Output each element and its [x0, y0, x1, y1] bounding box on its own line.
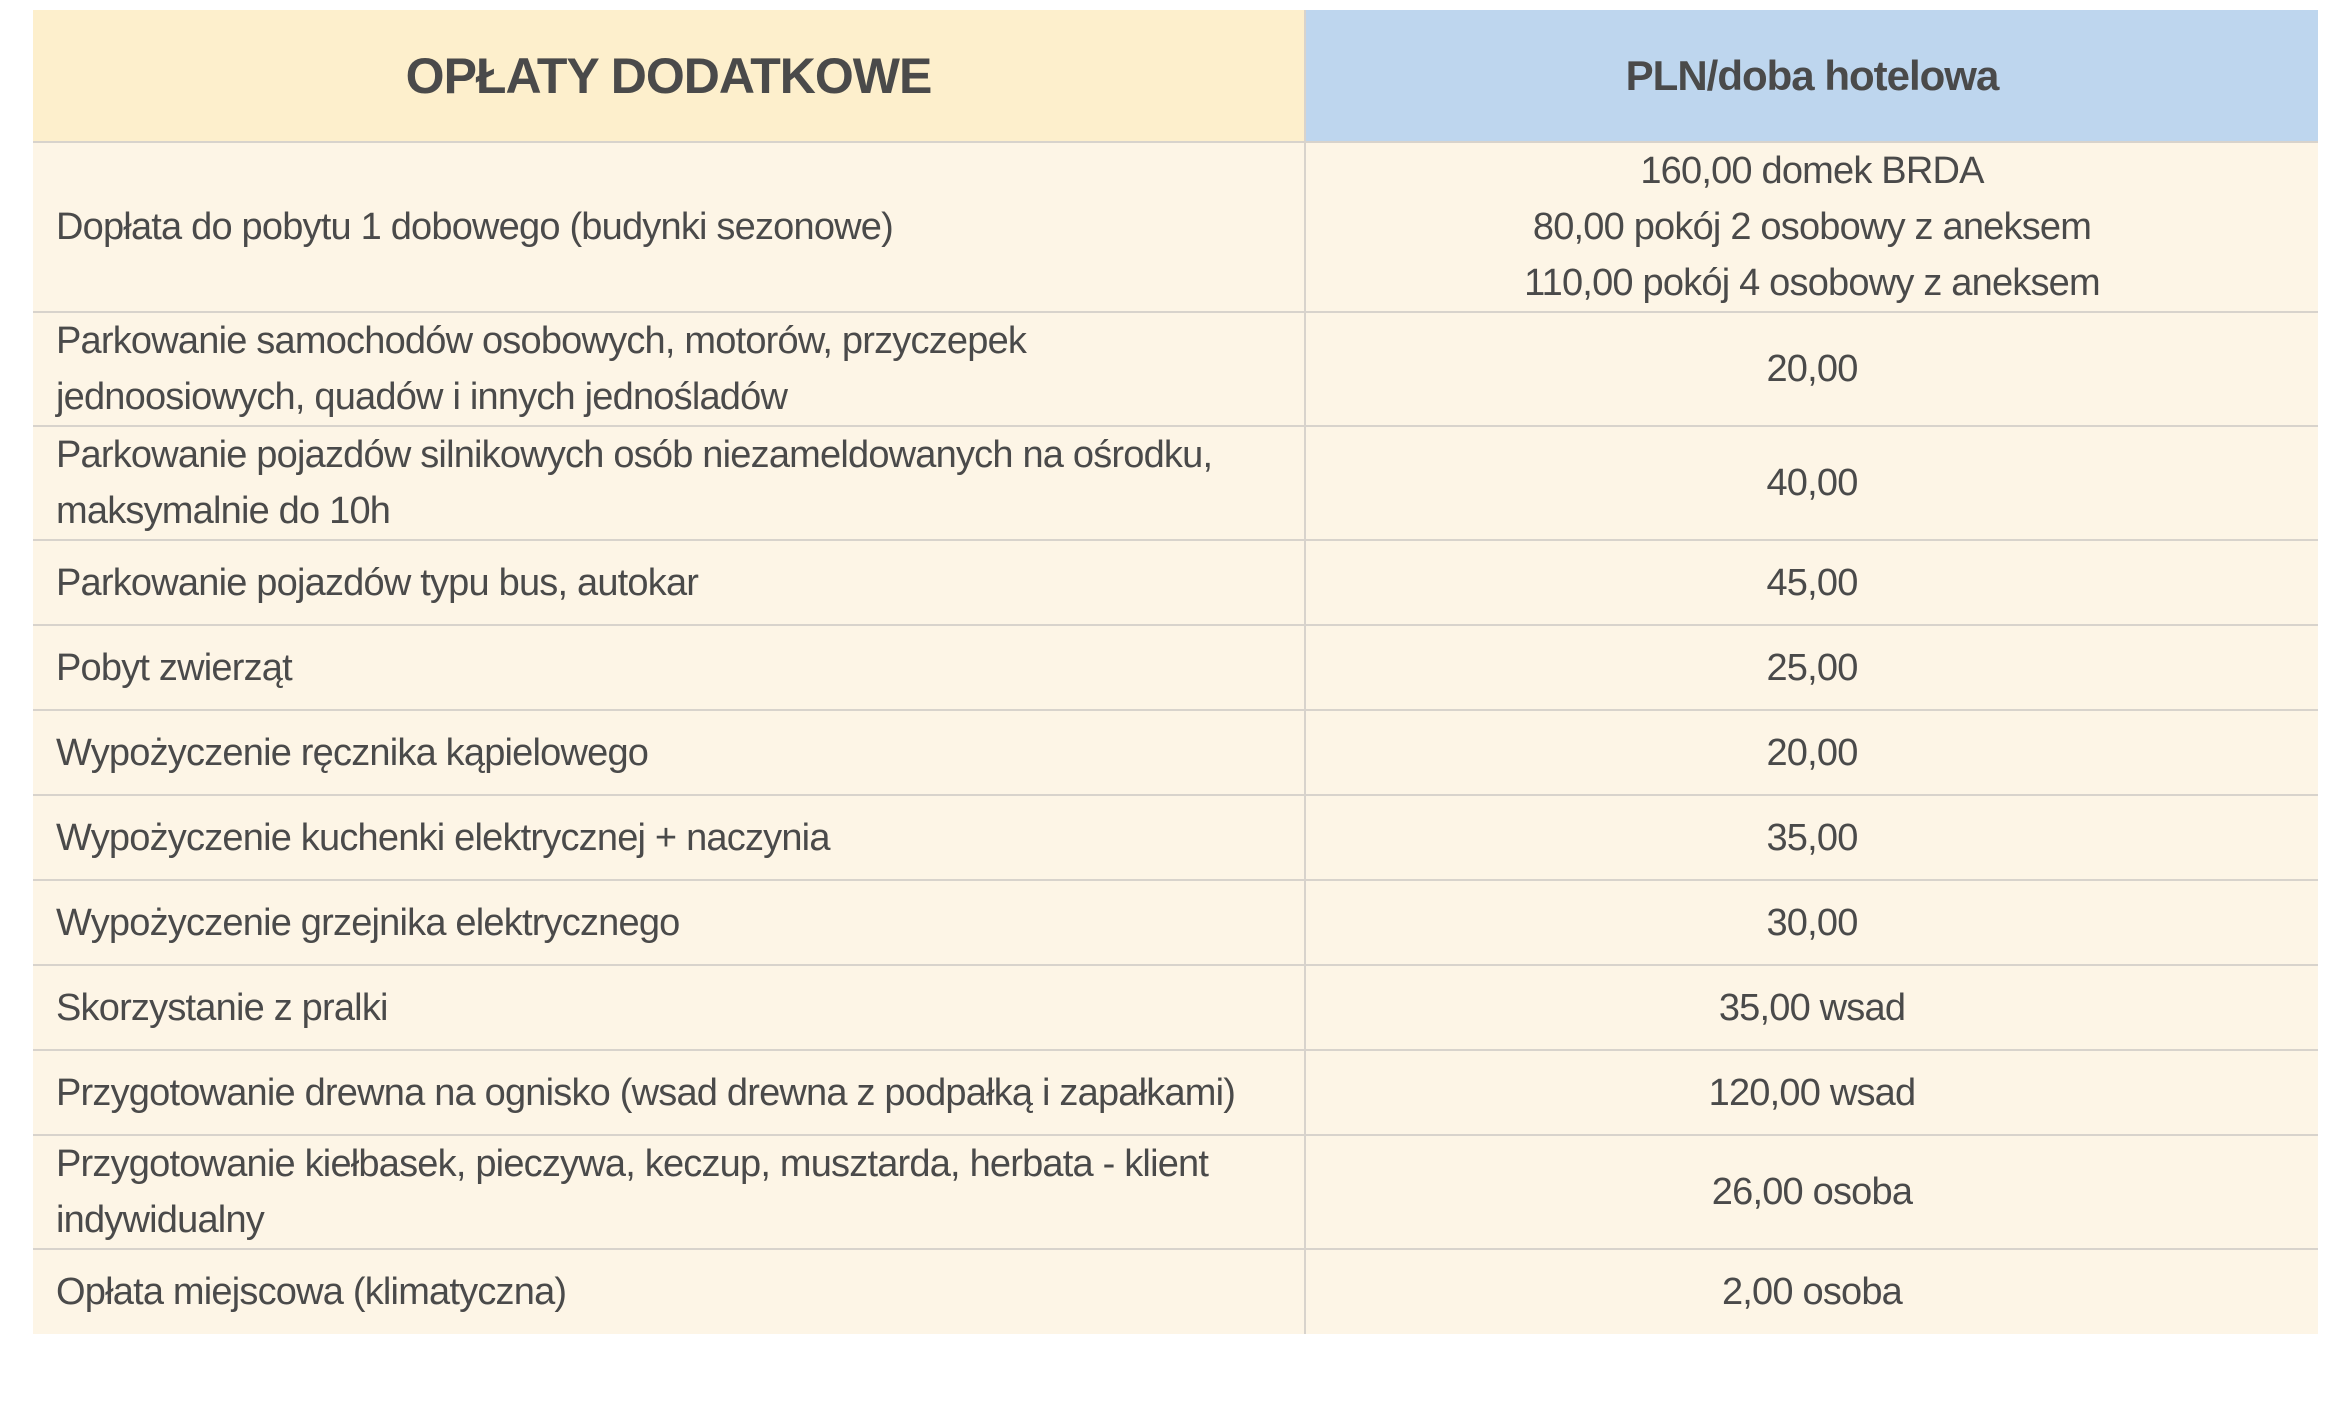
fee-name-line: Parkowanie pojazdów silnikowych osób niezameldowanych na ośrodku,: [56, 434, 1213, 476]
fee-price: 30,00: [1305, 880, 2318, 965]
fee-price: [1305, 142, 2318, 312]
fee-name-line: maksymalnie do 10h: [56, 490, 391, 532]
fee-name: Wypożyczenie ręcznika kąpielowego: [33, 710, 1305, 795]
fee-name-line: Przygotowanie kiełbasek, pieczywa, keczup, musztarda, herbata - klient: [56, 1143, 1209, 1185]
fee-price: 40,00: [1305, 426, 2318, 540]
table-row: [33, 880, 2318, 965]
fee-price: 2,00 osoba: [1305, 1249, 2318, 1334]
fee-name: Pobyt zwierząt: [33, 625, 1305, 710]
table-row: [33, 965, 2318, 1050]
fee-price: 35,00 wsad: [1305, 965, 2318, 1050]
fee-name: [33, 1135, 1305, 1249]
table-row: [33, 710, 2318, 795]
table-row: [33, 426, 2318, 540]
table-row: [33, 1249, 2318, 1334]
fee-price: 20,00: [1305, 312, 2318, 426]
fee-price: 45,00: [1305, 540, 2318, 625]
table-row: [33, 1050, 2318, 1135]
fee-name: Parkowanie pojazdów typu bus, autokar: [33, 540, 1305, 625]
fee-name: Skorzystanie z pralki: [33, 965, 1305, 1050]
fee-price: 25,00: [1305, 625, 2318, 710]
fee-name: [33, 312, 1305, 426]
fee-name-line: jednoosiowych, quadów i innych jednośladów: [56, 376, 788, 418]
table-row: [33, 1135, 2318, 1249]
table-row: [33, 312, 2318, 426]
fee-price-line: 160,00 domek BRDA: [1640, 150, 1984, 192]
fee-name-line: indywidualny: [56, 1199, 264, 1241]
header-fees-title: OPŁATY DODATKOWE: [33, 10, 1305, 142]
header-price-unit: PLN/doba hotelowa: [1305, 10, 2318, 142]
fee-price: 120,00 wsad: [1305, 1050, 2318, 1135]
fee-name: Wypożyczenie kuchenki elektrycznej + naczynia: [33, 795, 1305, 880]
fees-table: [33, 10, 2318, 1334]
fee-price: 26,00 osoba: [1305, 1135, 2318, 1249]
fee-name: Opłata miejscowa (klimatyczna): [33, 1249, 1305, 1334]
fee-price: 20,00: [1305, 710, 2318, 795]
table-row: [33, 540, 2318, 625]
fee-name: Wypożyczenie grzejnika elektrycznego: [33, 880, 1305, 965]
fee-name-line: Parkowanie samochodów osobowych, motorów, przyczepek: [56, 320, 1027, 362]
fee-price: 35,00: [1305, 795, 2318, 880]
fee-name: [33, 426, 1305, 540]
table-row: [33, 625, 2318, 710]
table-row: [33, 795, 2318, 880]
fee-name: Przygotowanie drewna na ognisko (wsad drewna z podpałką i zapałkami): [33, 1050, 1305, 1135]
table-header-row: [33, 10, 2318, 142]
fee-name: Dopłata do pobytu 1 dobowego (budynki sezonowe): [33, 142, 1305, 312]
fee-price-line: 110,00 pokój 4 osobowy z aneksem: [1524, 262, 2100, 304]
table-row: [33, 142, 2318, 312]
fee-price-line: 80,00 pokój 2 osobowy z aneksem: [1532, 206, 2092, 248]
